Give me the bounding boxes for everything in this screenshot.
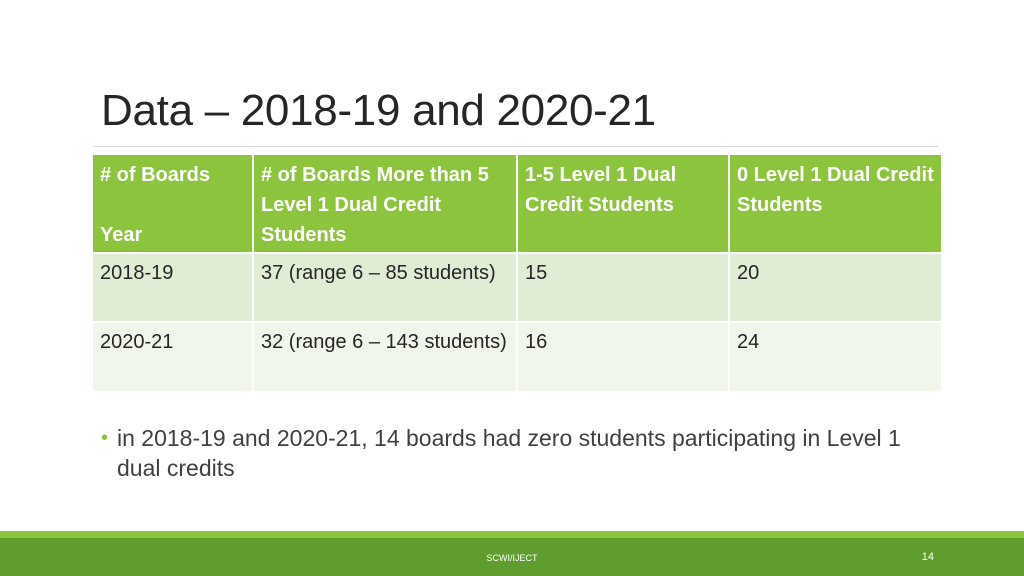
cell-year: 2018-19 (93, 253, 253, 322)
header-1-to-5: 1-5 Level 1 Dual Credit Students (517, 155, 729, 253)
footer-accent-stripe (0, 531, 1024, 538)
data-table (93, 155, 941, 391)
bullet-icon: • (101, 427, 109, 449)
table-header-row (93, 155, 941, 253)
header-boards-year (93, 155, 253, 253)
cell-year: 2020-21 (93, 322, 253, 391)
cell-more-than-5: 37 (range 6 – 85 students) (253, 253, 517, 322)
cell-zero: 24 (729, 322, 941, 391)
slide-title: Data – 2018-19 and 2020-21 (101, 86, 656, 135)
cell-1-to-5: 16 (517, 322, 729, 391)
cell-zero: 20 (729, 253, 941, 322)
header-zero: 0 Level 1 Dual Credit Students (729, 155, 941, 253)
cell-1-to-5: 15 (517, 253, 729, 322)
header-more-than-5: # of Boards More than 5 Level 1 Dual Credit Students (253, 155, 517, 253)
table-row (93, 253, 941, 322)
bullet-list (101, 423, 921, 483)
page-number: 14 (921, 551, 934, 563)
bullet-text: in 2018-19 and 2020-21, 14 boards had zero students participating in Level 1 dual credits (117, 425, 901, 481)
cell-more-than-5: 32 (range 6 – 143 students) (253, 322, 517, 391)
header-year-label: Year (100, 224, 143, 246)
title-divider (93, 146, 938, 147)
footer-text: SCWI/IJECT (486, 553, 538, 563)
table-row (93, 322, 941, 391)
header-boards-label: # of Boards (100, 164, 211, 186)
